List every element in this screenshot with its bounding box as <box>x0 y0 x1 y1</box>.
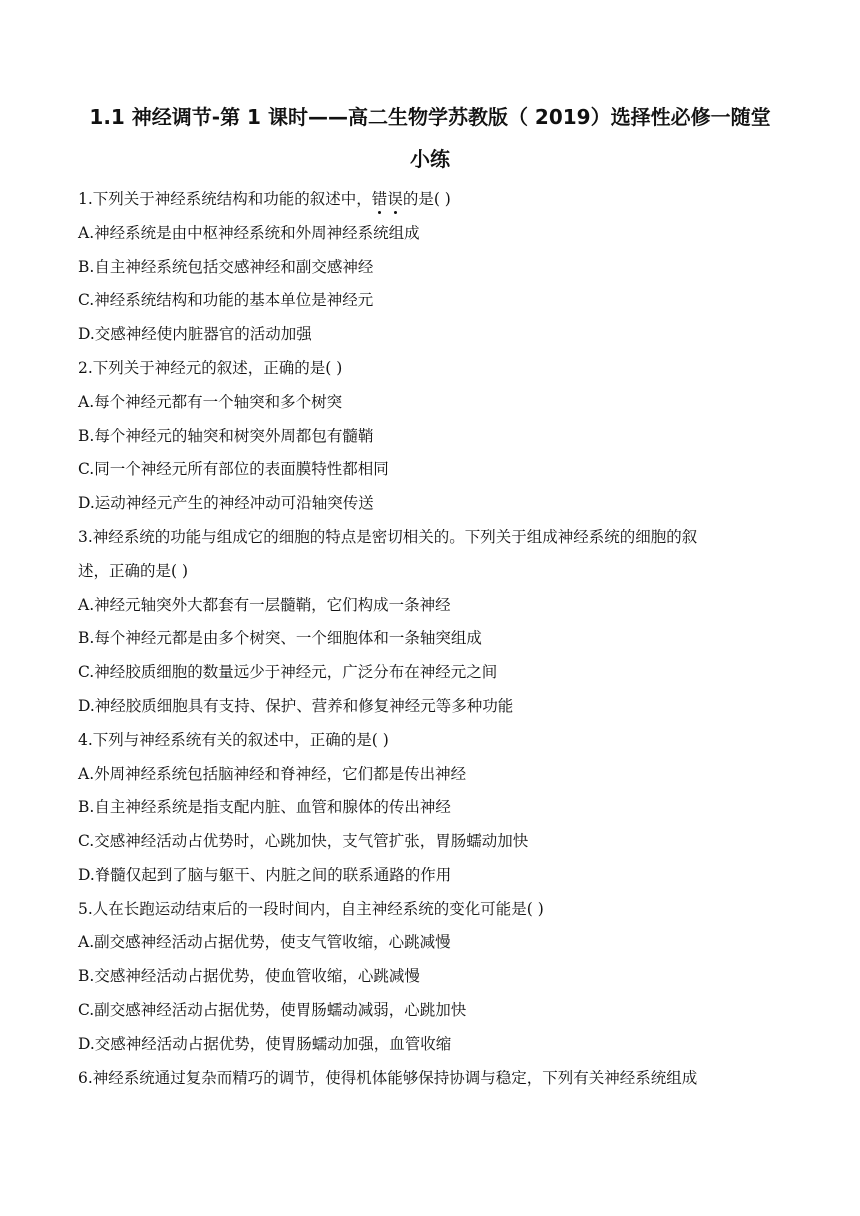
question-2-option-a: A.每个神经元都有一个轴突和多个树突 <box>78 393 343 411</box>
question-5-option-b: B.交感神经活动占据优势，使血管收缩，心跳减慢 <box>78 967 420 985</box>
question-4-stem: 4.下列与神经系统有关的叙述中，正确的是( ) <box>78 731 389 749</box>
question-5-option-c: C.副交感神经活动占据优势，使胃肠蠕动减弱，心跳加快 <box>78 1001 467 1019</box>
question-2-option-b: B.每个神经元的轴突和树突外周都包有髓鞘 <box>78 427 374 445</box>
question-4-option-d: D.脊髓仅起到了脑与躯干、内脏之间的联系通路的作用 <box>78 866 452 884</box>
question-3-stem-line-2: 述，正确的是( ) <box>78 562 189 580</box>
question-3-option-b: B.每个神经元都是由多个树突、一个细胞体和一条轴突组成 <box>78 629 482 647</box>
question-2-option-c: C.同一个神经元所有部位的表面膜特性都相同 <box>78 460 389 478</box>
question-1-option-c: C.神经系统结构和功能的基本单位是神经元 <box>78 291 374 309</box>
question-1-stem <box>78 188 778 210</box>
emphasis-char: 误 <box>387 190 403 208</box>
document-title-line-1: 1.1 神经调节-第 1 课时——高二生物学苏教版（ 2019）选择性必修一随堂 <box>89 105 771 129</box>
question-3-option-c: C.神经胶质细胞的数量远少于神经元，广泛分布在神经元之间 <box>78 663 498 681</box>
question-4-option-a: A.外周神经系统包括脑神经和脊神经，它们都是传出神经 <box>78 765 467 783</box>
question-3-option-d: D.神经胶质细胞具有支持、保护、营养和修复神经元等多种功能 <box>78 697 514 715</box>
question-4-option-c: C.交感神经活动占优势时，心跳加快，支气管扩张，胃肠蠕动加快 <box>78 832 529 850</box>
question-1-option-a: A.神经系统是由中枢神经系统和外周神经系统组成 <box>78 224 420 242</box>
question-2-option-d: D.运动神经元产生的神经冲动可沿轴突传送 <box>78 494 374 512</box>
question-2-stem: 2.下列关于神经元的叙述，正确的是( ) <box>78 359 343 377</box>
question-5-stem: 5.人在长跑运动结束后的一段时间内，自主神经系统的变化可能是( ) <box>78 900 544 918</box>
question-1-stem-text: 1.下列关于神经系统结构和功能的叙述中， <box>78 190 372 208</box>
question-1-option-b: B.自主神经系统包括交感神经和副交感神经 <box>78 258 374 276</box>
question-1-stem-tail: 的是( ) <box>402 190 451 208</box>
document-title-line-2: 小练 <box>410 147 450 171</box>
question-6-stem: 6.神经系统通过复杂而精巧的调节，使得机体能够保持协调与稳定，下列有关神经系统组成 <box>78 1069 698 1087</box>
question-3-stem-line-1: 3.神经系统的功能与组成它的细胞的特点是密切相关的。下列关于组成神经系统的细胞的叙 <box>78 528 698 546</box>
question-4-option-b: B.自主神经系统是指支配内脏、血管和腺体的传出神经 <box>78 798 451 816</box>
question-3-option-a: A.神经元轴突外大都套有一层髓鞘，它们构成一条神经 <box>78 596 451 614</box>
question-5-option-d: D.交感神经活动占据优势，使胃肠蠕动加强，血管收缩 <box>78 1035 452 1053</box>
emphasis-char: 错 <box>371 190 388 208</box>
question-1-option-d: D.交感神经使内脏器官的活动加强 <box>78 325 312 343</box>
question-5-option-a: A.副交感神经活动占据优势，使支气管收缩，心跳减慢 <box>78 933 451 951</box>
